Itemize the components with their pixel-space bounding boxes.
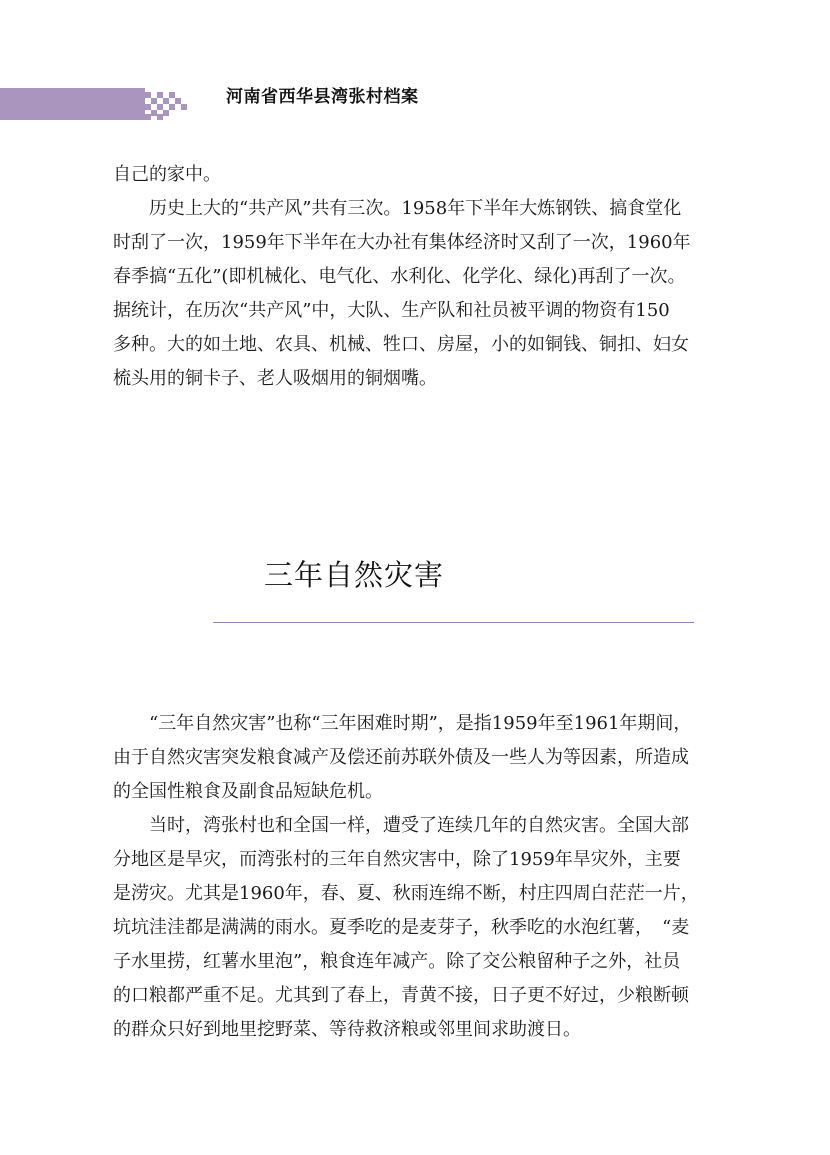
text-line: 自己的家中。 [113,164,221,185]
text-line: “三年自然灾害”也称“三年困难时期”，是指1959年至1961年期间， [113,713,692,734]
text-line: 坑坑洼洼都是满满的雨水。夏季吃的是麦芽子，秋季吃的水泡红薯， “麦 [113,917,690,938]
header-decoration-bar [0,88,145,120]
running-header-title: 河南省西华县湾张村档案 [226,87,419,107]
text-line: 由于自然灾害突发粮食减产及偿还前苏联外债及一些人为等因素，所造成 [113,747,689,768]
text-line: 历史上大的“共产风”共有三次。1958年下半年大炼钢铁、搞食堂化 [113,198,682,219]
section-title: 三年自然灾害 [264,558,445,592]
text-line: 当时，湾张村也和全国一样，遭受了连续几年的自然灾害。全国大部 [113,815,689,836]
text-line: 春季搞“五化”(即机械化、电气化、水利化、化学化、绿化)再刮了一次。 [113,266,686,287]
body-text-top [113,158,703,396]
text-line: 的群众只好到地里挖野菜、等待救济粮或邻里间求助渡日。 [113,1019,581,1040]
text-line: 时刮了一次，1959年下半年在大办社有集体经济时又刮了一次，1960年 [113,232,691,253]
text-line: 子水里捞，红薯水里泡”，粮食连年减产。除了交公粮留种子之外，社员 [113,951,681,972]
section-divider [213,622,694,623]
text-line: 是涝灾。尤其是1960年，春、夏、秋雨连绵不断，村庄四周白茫茫一片， [113,883,699,904]
text-line: 分地区是旱灾，而湾张村的三年自然灾害中，除了1959年旱灾外，主要 [113,849,681,870]
text-line: 据统计，在历次“共产风”中，大队、生产队和社员被平调的物资有150 [113,300,670,321]
text-line: 梳头用的铜卡子、老人吸烟用的铜烟嘴。 [113,368,437,389]
text-line: 的口粮都严重不足。尤其到了春上，青黄不接，日子更不好过，少粮断顿 [113,985,689,1006]
body-text-section [113,707,703,1047]
text-line: 多种。大的如土地、农具、机械、牲口、房屋，小的如铜钱、铜扣、妇女 [113,334,689,355]
text-line: 的全国性粮食及副食品短缺危机。 [113,781,383,802]
